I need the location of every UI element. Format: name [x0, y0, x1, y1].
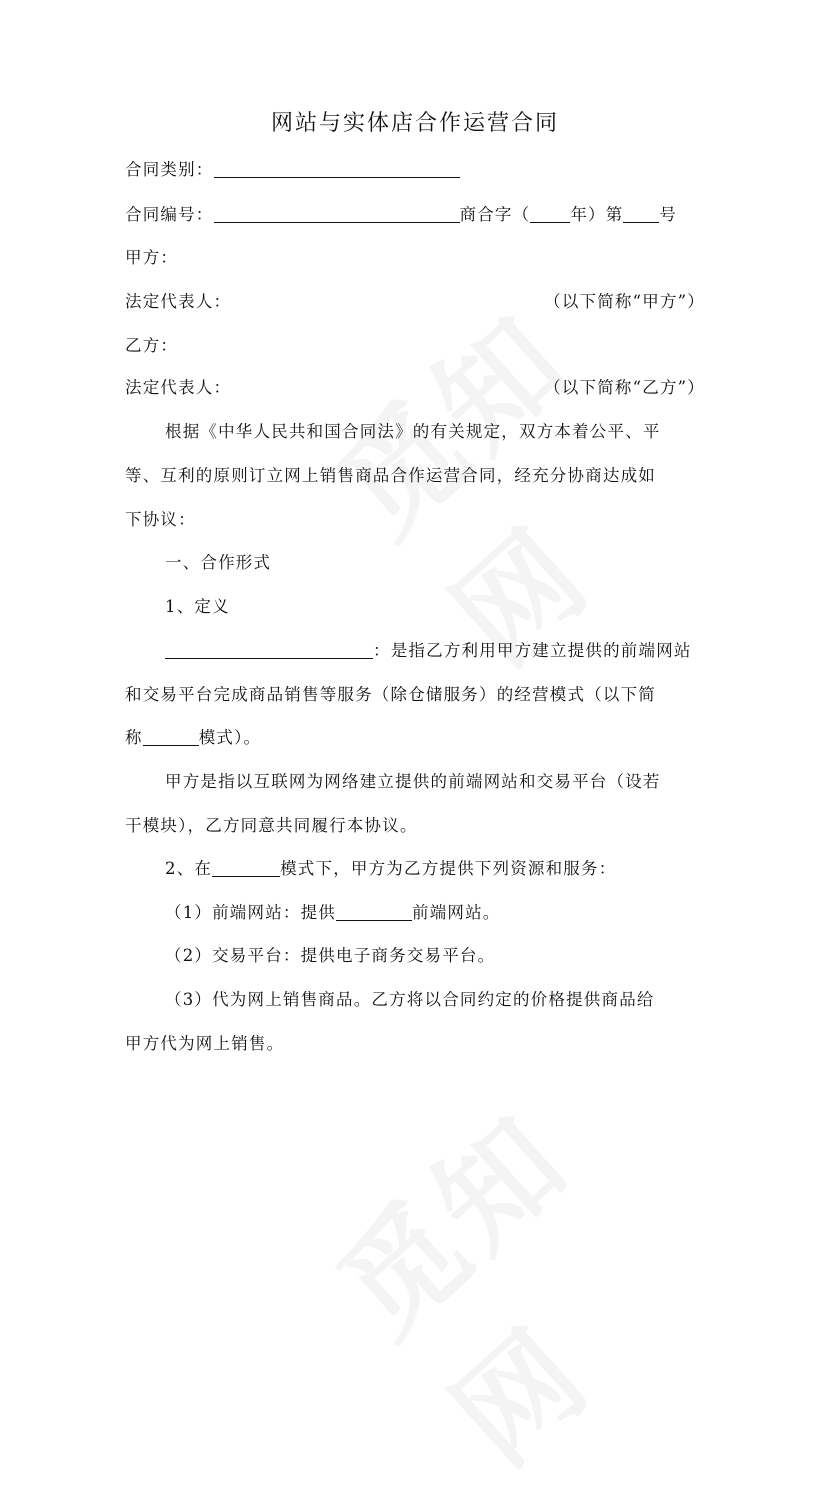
item-3-line-1: （3）代为网上销售商品。乙方将以合同约定的价格提供商品给 [165, 990, 655, 1009]
party-b-label: 乙方： [125, 336, 179, 355]
subsection-2-text-a: 2、在 [165, 859, 213, 878]
subsection-2-line [125, 855, 616, 879]
contract-no-blank[interactable] [214, 204, 460, 223]
abbr-a: （以下简称“甲方”） [544, 292, 705, 311]
contract-no-year: 年）第 [570, 205, 624, 224]
mode-abbr-blank[interactable] [143, 727, 199, 746]
contract-no-end: 号 [659, 205, 678, 224]
legal-rep-b-label: 法定代表人： [125, 378, 232, 397]
definition-line-3 [125, 724, 261, 748]
document-title: 网站与实体店合作运营合同 [270, 111, 559, 136]
contract-no-mid: 商合字（ [459, 205, 531, 224]
legal-rep-a-line [125, 288, 705, 312]
intro-line-2: 等、互利的原则订立网上销售商品合作运营合同，经充分协商达成如 [125, 466, 656, 485]
mode-name-blank[interactable] [165, 640, 373, 659]
definition-text-3a: 称 [125, 728, 143, 747]
item-3-line-2: 甲方代为网上销售。 [125, 1034, 285, 1053]
definition-text-1: ：是指乙方利用甲方建立提供的前端网站 [373, 641, 692, 660]
section-1-heading: 一、合作形式 [165, 553, 272, 572]
contract-year-blank[interactable] [530, 204, 570, 223]
item-1-text-a: （1）前端网站：提供 [165, 903, 336, 922]
frontend-site-blank[interactable] [336, 902, 412, 921]
definition-line-1 [125, 637, 692, 661]
contract-type-blank[interactable] [214, 159, 460, 178]
item-2-line: （2）交易平台：提供电子商务交易平台。 [165, 946, 496, 965]
intro-line-1: 根据《中华人民共和国合同法》的有关规定，双方本着公平、平 [165, 422, 661, 441]
party-a-label: 甲方： [125, 248, 179, 267]
intro-line-3: 下协议： [125, 510, 196, 529]
definition-text-3b: 模式）。 [198, 728, 262, 747]
mode-blank-2[interactable] [212, 858, 280, 877]
watermark [296, 999, 664, 1351]
contract-type-line [125, 156, 460, 180]
item-1-text-b: 前端网站。 [412, 903, 501, 922]
subsection-1-heading: 1、定义 [165, 597, 230, 616]
contract-seq-blank[interactable] [623, 204, 659, 223]
subsection-2-text-b: 模式下，甲方为乙方提供下列资源和服务： [280, 859, 617, 878]
contract-type-label: 合同类别： [125, 160, 214, 179]
legal-rep-b-line [125, 374, 705, 398]
party-a-def-line-2: 干模块），乙方同意共同履行本协议。 [125, 816, 418, 835]
contract-no-label: 合同编号： [125, 205, 214, 224]
item-1-line [125, 899, 501, 923]
legal-rep-a-label: 法定代表人： [125, 292, 232, 311]
abbr-b: （以下简称“乙方”） [544, 378, 705, 397]
definition-line-2: 和交易平台完成商品销售等服务（除仓储服务）的经营模式（以下简 [125, 685, 656, 704]
party-a-def-line-1: 甲方是指以互联网为网络建立提供的前端网站和交易平台（设若 [165, 772, 661, 791]
contract-no-line [125, 201, 705, 225]
